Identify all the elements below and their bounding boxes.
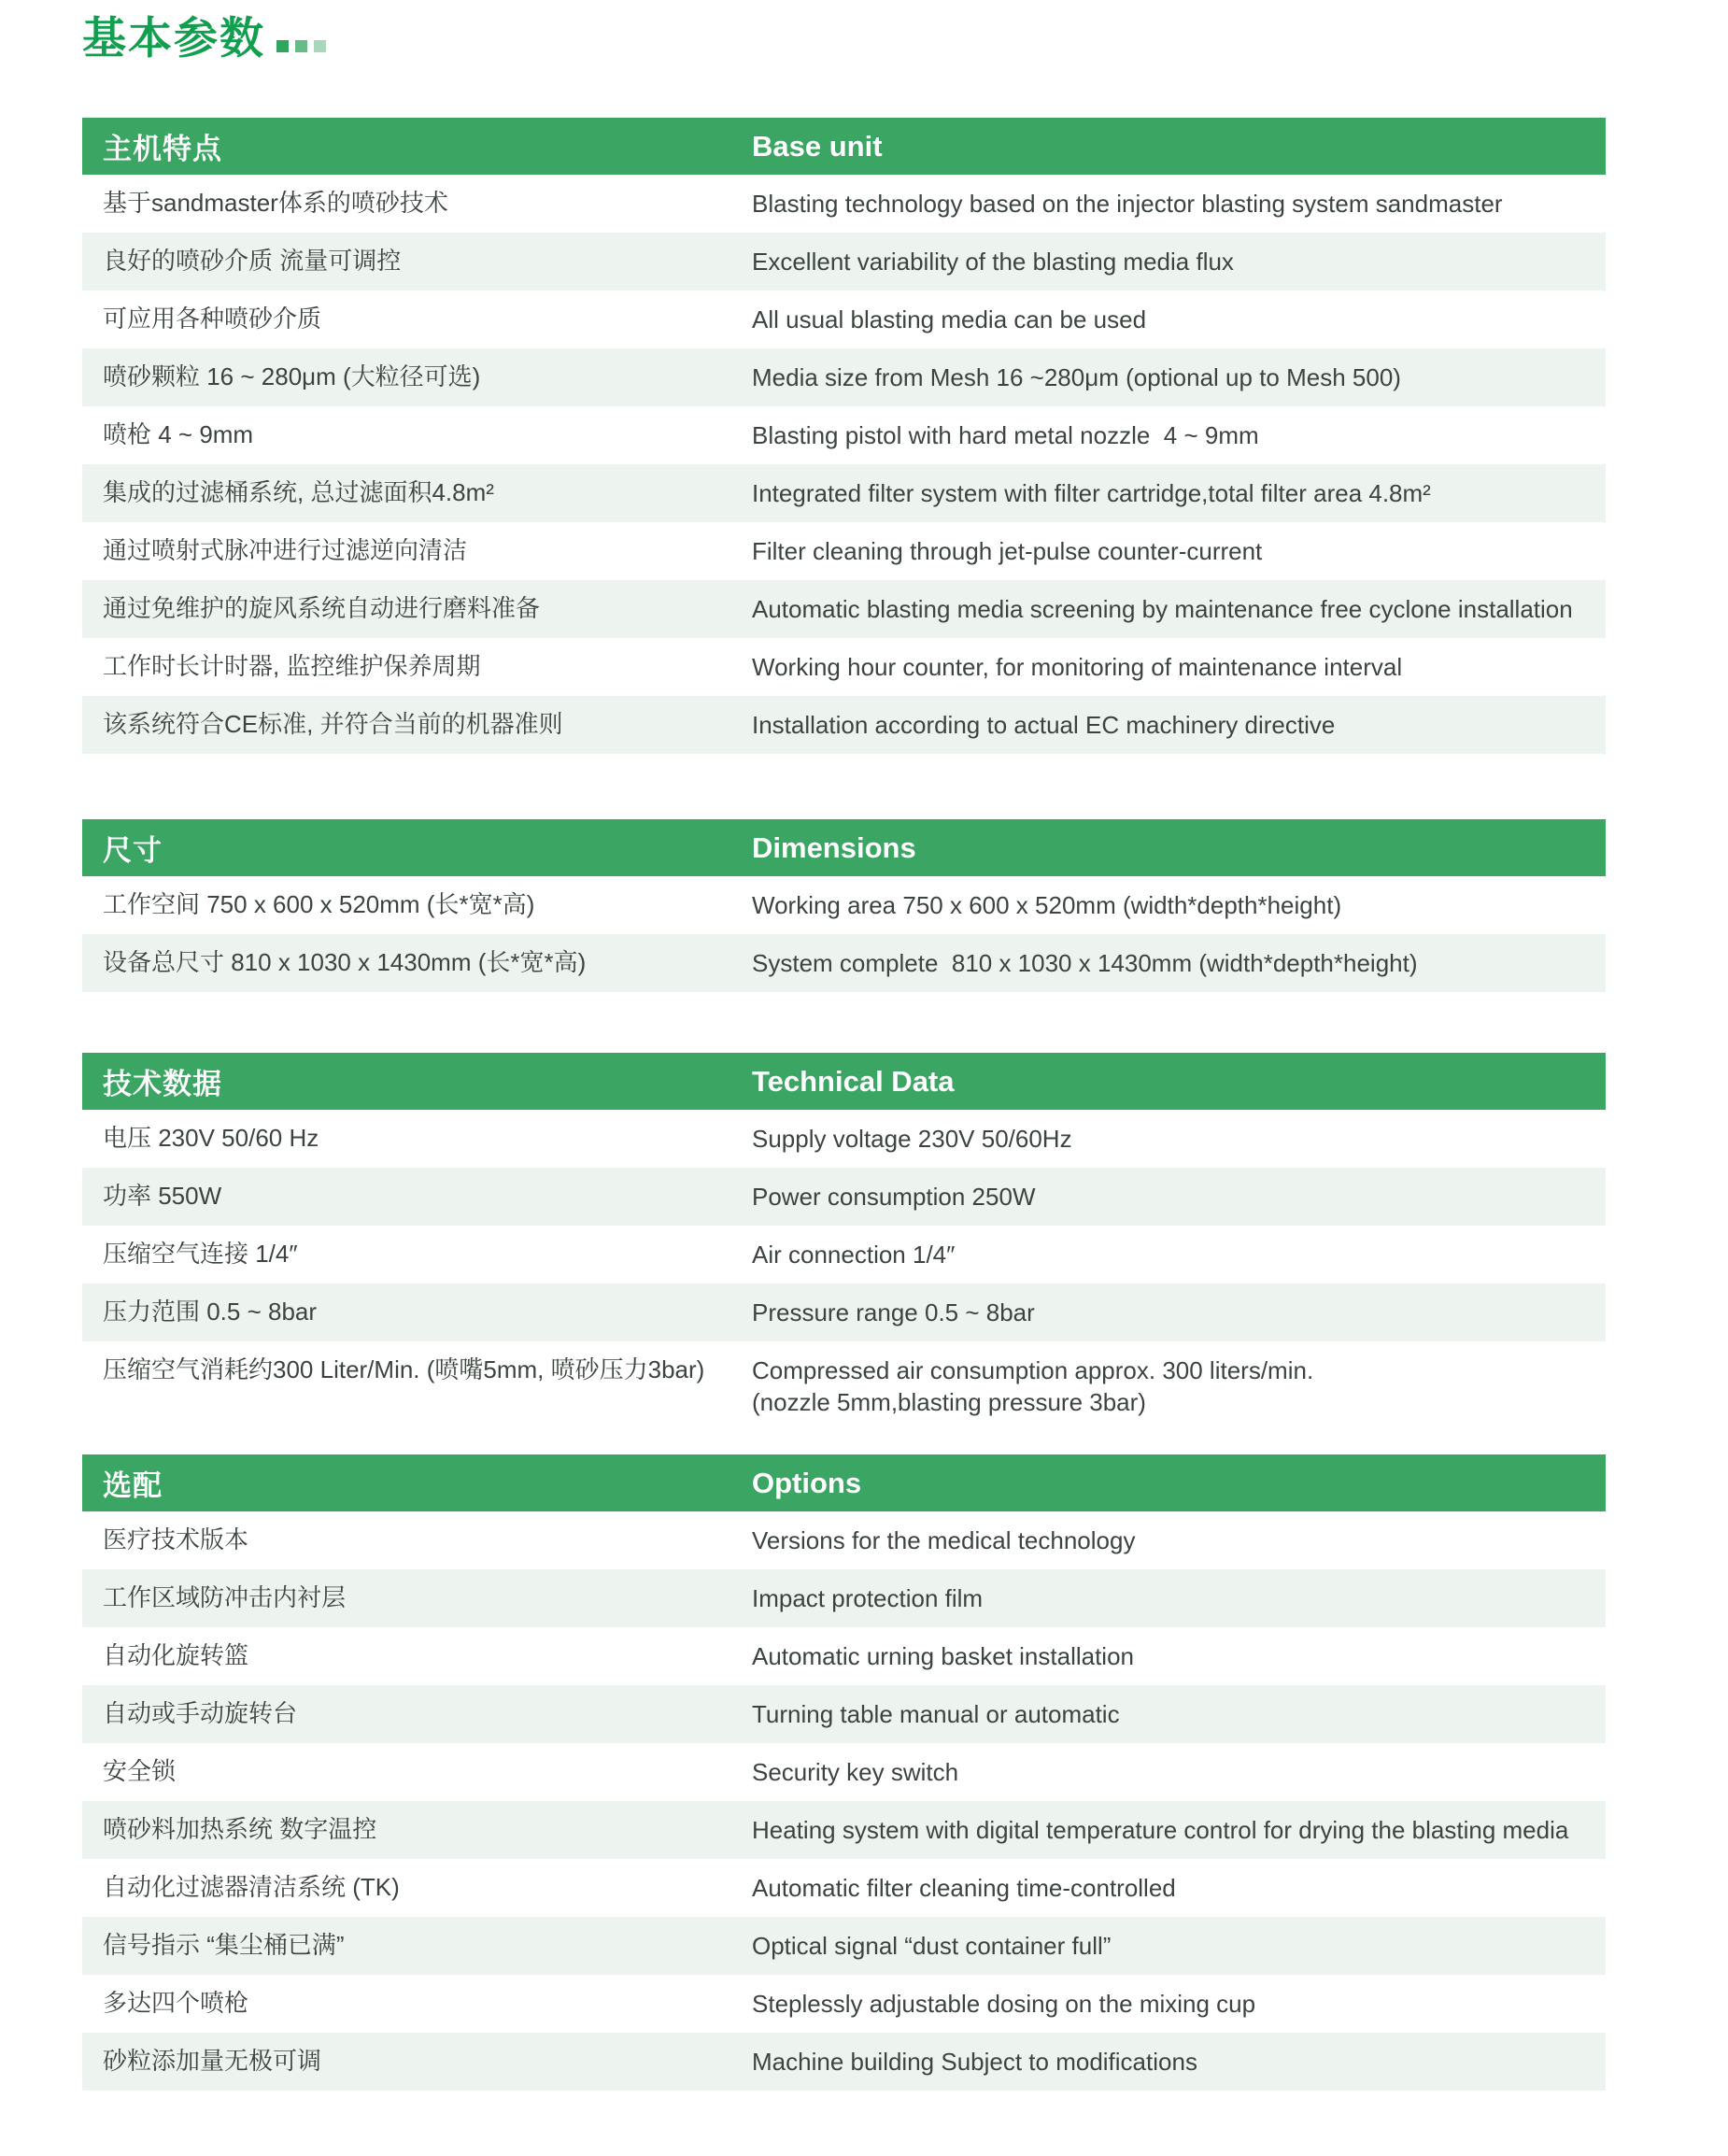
section-header-en: Base unit — [752, 129, 883, 163]
row-cell-zh: 基于sandmaster体系的喷砂技术 — [103, 189, 448, 218]
table-row — [82, 1743, 1606, 1801]
section-header-zh: 主机特点 — [103, 133, 222, 166]
title-dots-icon — [276, 40, 326, 52]
table-row — [82, 1284, 1606, 1341]
table-row — [82, 1917, 1606, 1975]
row-cell-zh: 集成的过滤桶系统, 总过滤面积4.8m² — [103, 478, 494, 507]
section-header — [82, 1454, 1606, 1511]
row-cell-en-line: Compressed air consumption approx. 300 liters/min. — [752, 1356, 1314, 1385]
row-cell-en: Automatic urning basket installation — [752, 1641, 1135, 1670]
row-cell-zh: 安全锁 — [103, 1757, 177, 1786]
row-cell-en: Impact protection film — [752, 1583, 984, 1612]
row-cell-en: Automatic filter cleaning time-controlled — [752, 1873, 1176, 1902]
row-cell-en: Installation according to actual EC machinery directive — [752, 710, 1336, 739]
table-row — [82, 1511, 1606, 1569]
row-cell-en: Automatic blasting media screening by maintenance free cyclone installation — [752, 594, 1573, 623]
row-cell-en: Machine building Subject to modifications — [752, 2047, 1197, 2076]
table-row — [82, 348, 1606, 406]
table-row — [82, 233, 1606, 291]
row-cell-zh: 该系统符合CE标准, 并符合当前的机器准则 — [103, 710, 563, 739]
row-cell-en: Steplessly adjustable dosing on the mixing cup — [752, 1989, 1256, 2018]
row-cell-en: Optical signal “dust container full” — [752, 1931, 1112, 1960]
section-header-zh: 尺寸 — [103, 834, 163, 868]
row-cell-zh: 医疗技术版本 — [103, 1525, 249, 1554]
row-cell-zh: 自动化过滤器清洁系统 (TK) — [103, 1873, 400, 1902]
section-dimensions — [82, 819, 1606, 992]
row-cell-zh: 喷砂颗粒 16 ~ 280μm (大粒径可选) — [103, 362, 481, 391]
table-row — [82, 696, 1606, 754]
table-row — [82, 1801, 1606, 1859]
row-cell-en: Turning table manual or automatic — [752, 1699, 1120, 1728]
table-row — [82, 1110, 1606, 1168]
table-row — [82, 1341, 1606, 1424]
section-header-zh: 选配 — [103, 1469, 163, 1503]
row-cell-en — [752, 1341, 1313, 1424]
row-cell-en: Power consumption 250W — [752, 1182, 1036, 1211]
table-row — [82, 1975, 1606, 2033]
table-row — [82, 1859, 1606, 1917]
row-cell-en: Blasting pistol with hard metal nozzle 4 ~ 9mm — [752, 420, 1259, 449]
row-cell-en: Air connection 1/4″ — [752, 1240, 956, 1269]
row-cell-en: Working area 750 x 600 x 520mm (width*depth*height) — [752, 890, 1342, 919]
table-row — [82, 2033, 1606, 2091]
section-header — [82, 1053, 1606, 1110]
row-cell-en: Filter cleaning through jet-pulse counter-current — [752, 536, 1263, 565]
title-dot-icon — [276, 40, 289, 52]
row-cell-en: All usual blasting media can be used — [752, 305, 1147, 333]
row-cell-zh: 信号指示 “集尘桶已满” — [103, 1931, 345, 1960]
table-row — [82, 1627, 1606, 1685]
section-technical-data — [82, 1053, 1606, 1424]
title-dot-icon — [314, 40, 326, 52]
row-cell-zh: 工作时长计时器, 监控维护保养周期 — [103, 652, 481, 681]
row-cell-zh: 压缩空气消耗约300 Liter/Min. (喷嘴5mm, 喷砂压力3bar) — [103, 1355, 705, 1384]
row-cell-zh: 电压 230V 50/60 Hz — [103, 1124, 319, 1153]
row-cell-en: Media size from Mesh 16 ~280μm (optional up to Mesh 500) — [752, 362, 1401, 391]
row-cell-en: Blasting technology based on the injector blasting system sandmaster — [752, 189, 1503, 218]
row-cell-zh: 功率 550W — [103, 1182, 222, 1211]
section-rows — [82, 1511, 1606, 2091]
section-header-en: Technical Data — [752, 1064, 955, 1098]
section-header-en: Dimensions — [752, 830, 916, 864]
row-cell-en: Pressure range 0.5 ~ 8bar — [752, 1298, 1035, 1326]
table-row — [82, 175, 1606, 233]
row-cell-en: Integrated filter system with filter cartridge,total filter area 4.8m² — [752, 478, 1431, 507]
section-base-unit — [82, 118, 1606, 754]
table-row — [82, 291, 1606, 348]
row-cell-en: Security key switch — [752, 1757, 959, 1786]
table-row — [82, 580, 1606, 638]
row-cell-zh: 喷砂料加热系统 数字温控 — [103, 1815, 377, 1844]
table-row — [82, 1168, 1606, 1226]
row-cell-en: Working hour counter, for monitoring of maintenance interval — [752, 652, 1403, 681]
table-row — [82, 406, 1606, 464]
section-header — [82, 118, 1606, 175]
row-cell-zh: 砂粒添加量无极可调 — [103, 2047, 322, 2076]
row-cell-zh: 多达四个喷枪 — [103, 1989, 249, 2018]
row-cell-en: Supply voltage 230V 50/60Hz — [752, 1124, 1072, 1153]
row-cell-zh: 工作区域防冲击内衬层 — [103, 1583, 347, 1612]
row-cell-zh: 通过喷射式脉冲进行过滤逆向清洁 — [103, 536, 468, 565]
row-cell-zh: 自动或手动旋转台 — [103, 1699, 298, 1728]
row-cell-zh: 喷枪 4 ~ 9mm — [103, 420, 254, 449]
row-cell-en: Excellent variability of the blasting media flux — [752, 247, 1234, 276]
title-row — [82, 13, 1728, 64]
page-title: 基本参数 — [82, 13, 265, 63]
row-cell-zh: 通过免维护的旋风系统自动进行磨料准备 — [103, 594, 541, 623]
section-header — [82, 819, 1606, 876]
table-row — [82, 876, 1606, 934]
section-rows — [82, 1110, 1606, 1424]
row-cell-zh: 设备总尺寸 810 x 1030 x 1430mm (长*宽*高) — [103, 948, 587, 977]
section-options — [82, 1454, 1606, 2091]
row-cell-en: System complete 810 x 1030 x 1430mm (width*depth*height) — [752, 948, 1418, 977]
table-row — [82, 522, 1606, 580]
row-cell-en-line: (nozzle 5mm,blasting pressure 3bar) — [752, 1388, 1146, 1417]
table-row — [82, 934, 1606, 992]
row-cell-zh: 可应用各种喷砂介质 — [103, 305, 322, 333]
title-dot-icon — [295, 40, 307, 52]
section-header-en: Options — [752, 1466, 862, 1499]
row-cell-zh: 良好的喷砂介质 流量可调控 — [103, 247, 402, 276]
row-cell-zh: 工作空间 750 x 600 x 520mm (长*宽*高) — [103, 890, 535, 919]
table-row — [82, 464, 1606, 522]
section-rows — [82, 876, 1606, 992]
row-cell-zh: 压力范围 0.5 ~ 8bar — [103, 1298, 318, 1326]
table-row — [82, 1685, 1606, 1743]
section-rows — [82, 175, 1606, 754]
row-cell-zh: 自动化旋转篮 — [103, 1641, 249, 1670]
row-cell-en: Versions for the medical technology — [752, 1525, 1136, 1554]
row-cell-zh: 压缩空气连接 1/4″ — [103, 1240, 298, 1269]
table-row — [82, 1226, 1606, 1284]
table-row — [82, 638, 1606, 696]
row-cell-en: Heating system with digital temperature control for drying the blasting media — [752, 1815, 1569, 1844]
table-row — [82, 1569, 1606, 1627]
section-header-zh: 技术数据 — [103, 1068, 222, 1101]
